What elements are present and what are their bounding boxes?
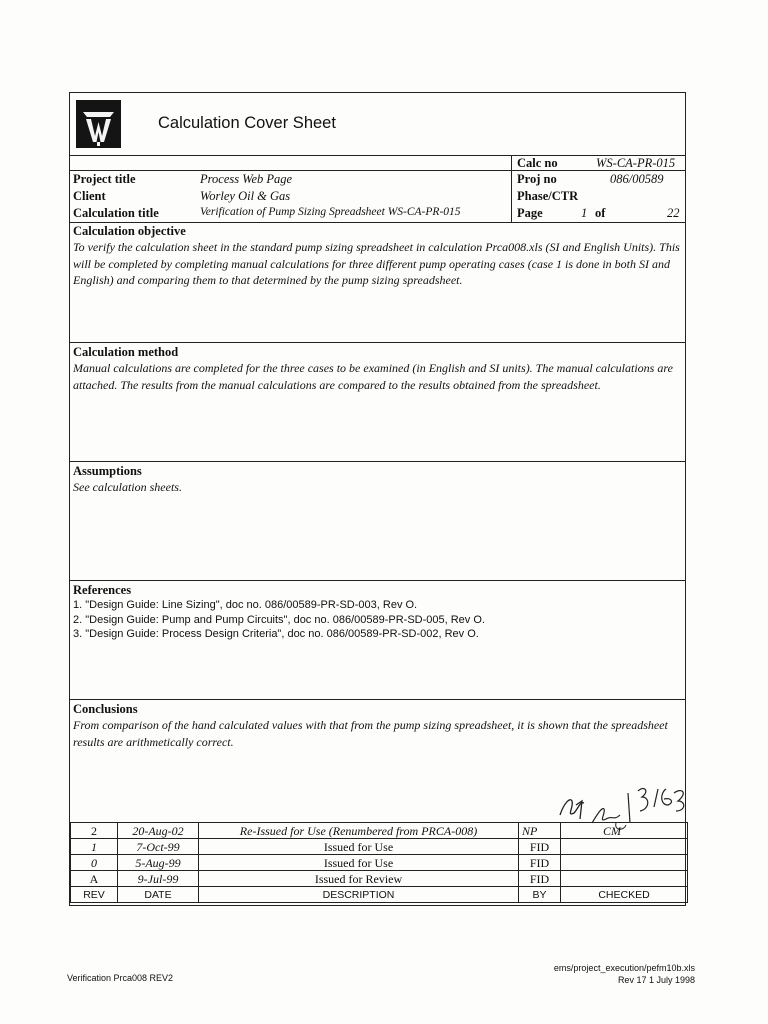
project-title-value: Process Web Page <box>200 172 293 186</box>
rev-cell: 2 <box>71 823 118 839</box>
calc-no-label: Calc no <box>517 156 558 170</box>
project-title-label: Project title <box>73 172 136 186</box>
rev-cell: A <box>71 871 118 887</box>
client-value: Worley Oil & Gas <box>200 189 291 203</box>
assumptions-section <box>70 462 685 581</box>
objective-heading: Calculation objective <box>73 224 186 238</box>
objective-text: To verify the calculation sheet in the standard pump sizing spreadsheet in calculation Prca008.xls (SI and English Units). This will be completed by completing manual calculations for three different pump operating cases (case 1 is done in both SI and English) and comparing them to that determined by the pump sizing spreadsheet. <box>73 240 680 287</box>
table-row <box>71 823 688 839</box>
date-cell: 20-Aug-02 <box>118 823 199 839</box>
page-total: 22 <box>667 206 680 220</box>
assumptions-text: See calculation sheets. <box>73 480 182 494</box>
page-label: Page <box>517 206 543 220</box>
date-cell: 5-Aug-99 <box>118 855 199 871</box>
description-cell: Re-Issued for Use (Renumbered from PRCA-008) <box>199 823 519 839</box>
calculation-title-label: Calculation title <box>73 206 159 220</box>
calculation-cover-sheet <box>69 92 686 906</box>
description-cell: Issued for Use <box>199 839 519 855</box>
checked-header: CHECKED <box>561 887 688 903</box>
rev-cell: 1 <box>71 839 118 855</box>
checked-cell: CM <box>561 823 688 839</box>
description-cell: Issued for Review <box>199 871 519 887</box>
footer-revision: Rev 17 1 July 1998 <box>617 975 695 985</box>
references-section <box>70 581 685 700</box>
reference-item: 1. "Design Guide: Line Sizing", doc no. 086/00589-PR-SD-003, Rev O. <box>73 599 418 611</box>
proj-no-value: 086/00589 <box>610 172 664 186</box>
table-row <box>71 839 688 855</box>
table-header-row <box>71 887 688 903</box>
calculation-objective-section <box>70 222 685 343</box>
references-heading: References <box>73 583 132 597</box>
date-cell: 7-Oct-99 <box>118 839 199 855</box>
conclusions-heading: Conclusions <box>73 702 138 716</box>
by-cell: NP <box>519 823 561 839</box>
reference-item: 3. "Design Guide: Process Design Criteria", doc no. 086/00589-PR-SD-002, Rev O. <box>73 628 479 640</box>
method-text: Manual calculations are completed for the three cases to be examined (in English and SI units). The manual calculations are attached. The results from the manual calculations are compared to the results obtained from the spreadsheet. <box>73 361 673 392</box>
date-cell: 9-Jul-99 <box>118 871 199 887</box>
phase-ctr-label: Phase/CTR <box>517 189 579 203</box>
conclusions-text: From comparison of the hand calculated values with that from the pump sizing spreadsheet, it is shown that the spreadsheet results are arithmetically correct. <box>73 718 668 749</box>
page-title: Calculation Cover Sheet <box>158 114 336 132</box>
description-cell: Issued for Use <box>199 855 519 871</box>
description-header: DESCRIPTION <box>199 887 519 903</box>
by-header: BY <box>519 887 561 903</box>
sheet-header <box>70 93 685 156</box>
by-cell: FID <box>519 871 561 887</box>
calc-no-value: WS-CA-PR-015 <box>596 156 676 170</box>
rev-cell: 0 <box>71 855 118 871</box>
footer-document-name: Verification Prca008 REV2 <box>67 973 174 983</box>
rev-header: REV <box>71 887 118 903</box>
client-label: Client <box>73 189 106 203</box>
reference-item: 2. "Design Guide: Pump and Pump Circuits", doc no. 086/00589-PR-SD-005, Rev O. <box>73 613 485 626</box>
page-number: 1 <box>581 206 588 220</box>
checked-cell <box>561 855 688 871</box>
of-label: of <box>595 206 606 220</box>
project-info-block <box>70 155 685 223</box>
footer-file-path: ems/project_execution/pefm10b.xls <box>553 963 695 973</box>
proj-no-label: Proj no <box>517 172 557 186</box>
date-header: DATE <box>118 887 199 903</box>
worley-logo-icon <box>76 100 121 148</box>
calculation-title-value: Verification of Pump Sizing Spreadsheet WS-CA-PR-015 <box>200 206 461 218</box>
checked-cell <box>561 839 688 855</box>
table-row <box>71 871 688 887</box>
table-row <box>71 855 688 871</box>
method-heading: Calculation method <box>73 345 179 359</box>
assumptions-heading: Assumptions <box>73 464 142 478</box>
checked-cell <box>561 871 688 887</box>
footer-template-info <box>500 962 695 986</box>
by-cell: FID <box>519 855 561 871</box>
revision-table <box>70 822 688 903</box>
calculation-method-section <box>70 343 685 462</box>
by-cell: FID <box>519 839 561 855</box>
